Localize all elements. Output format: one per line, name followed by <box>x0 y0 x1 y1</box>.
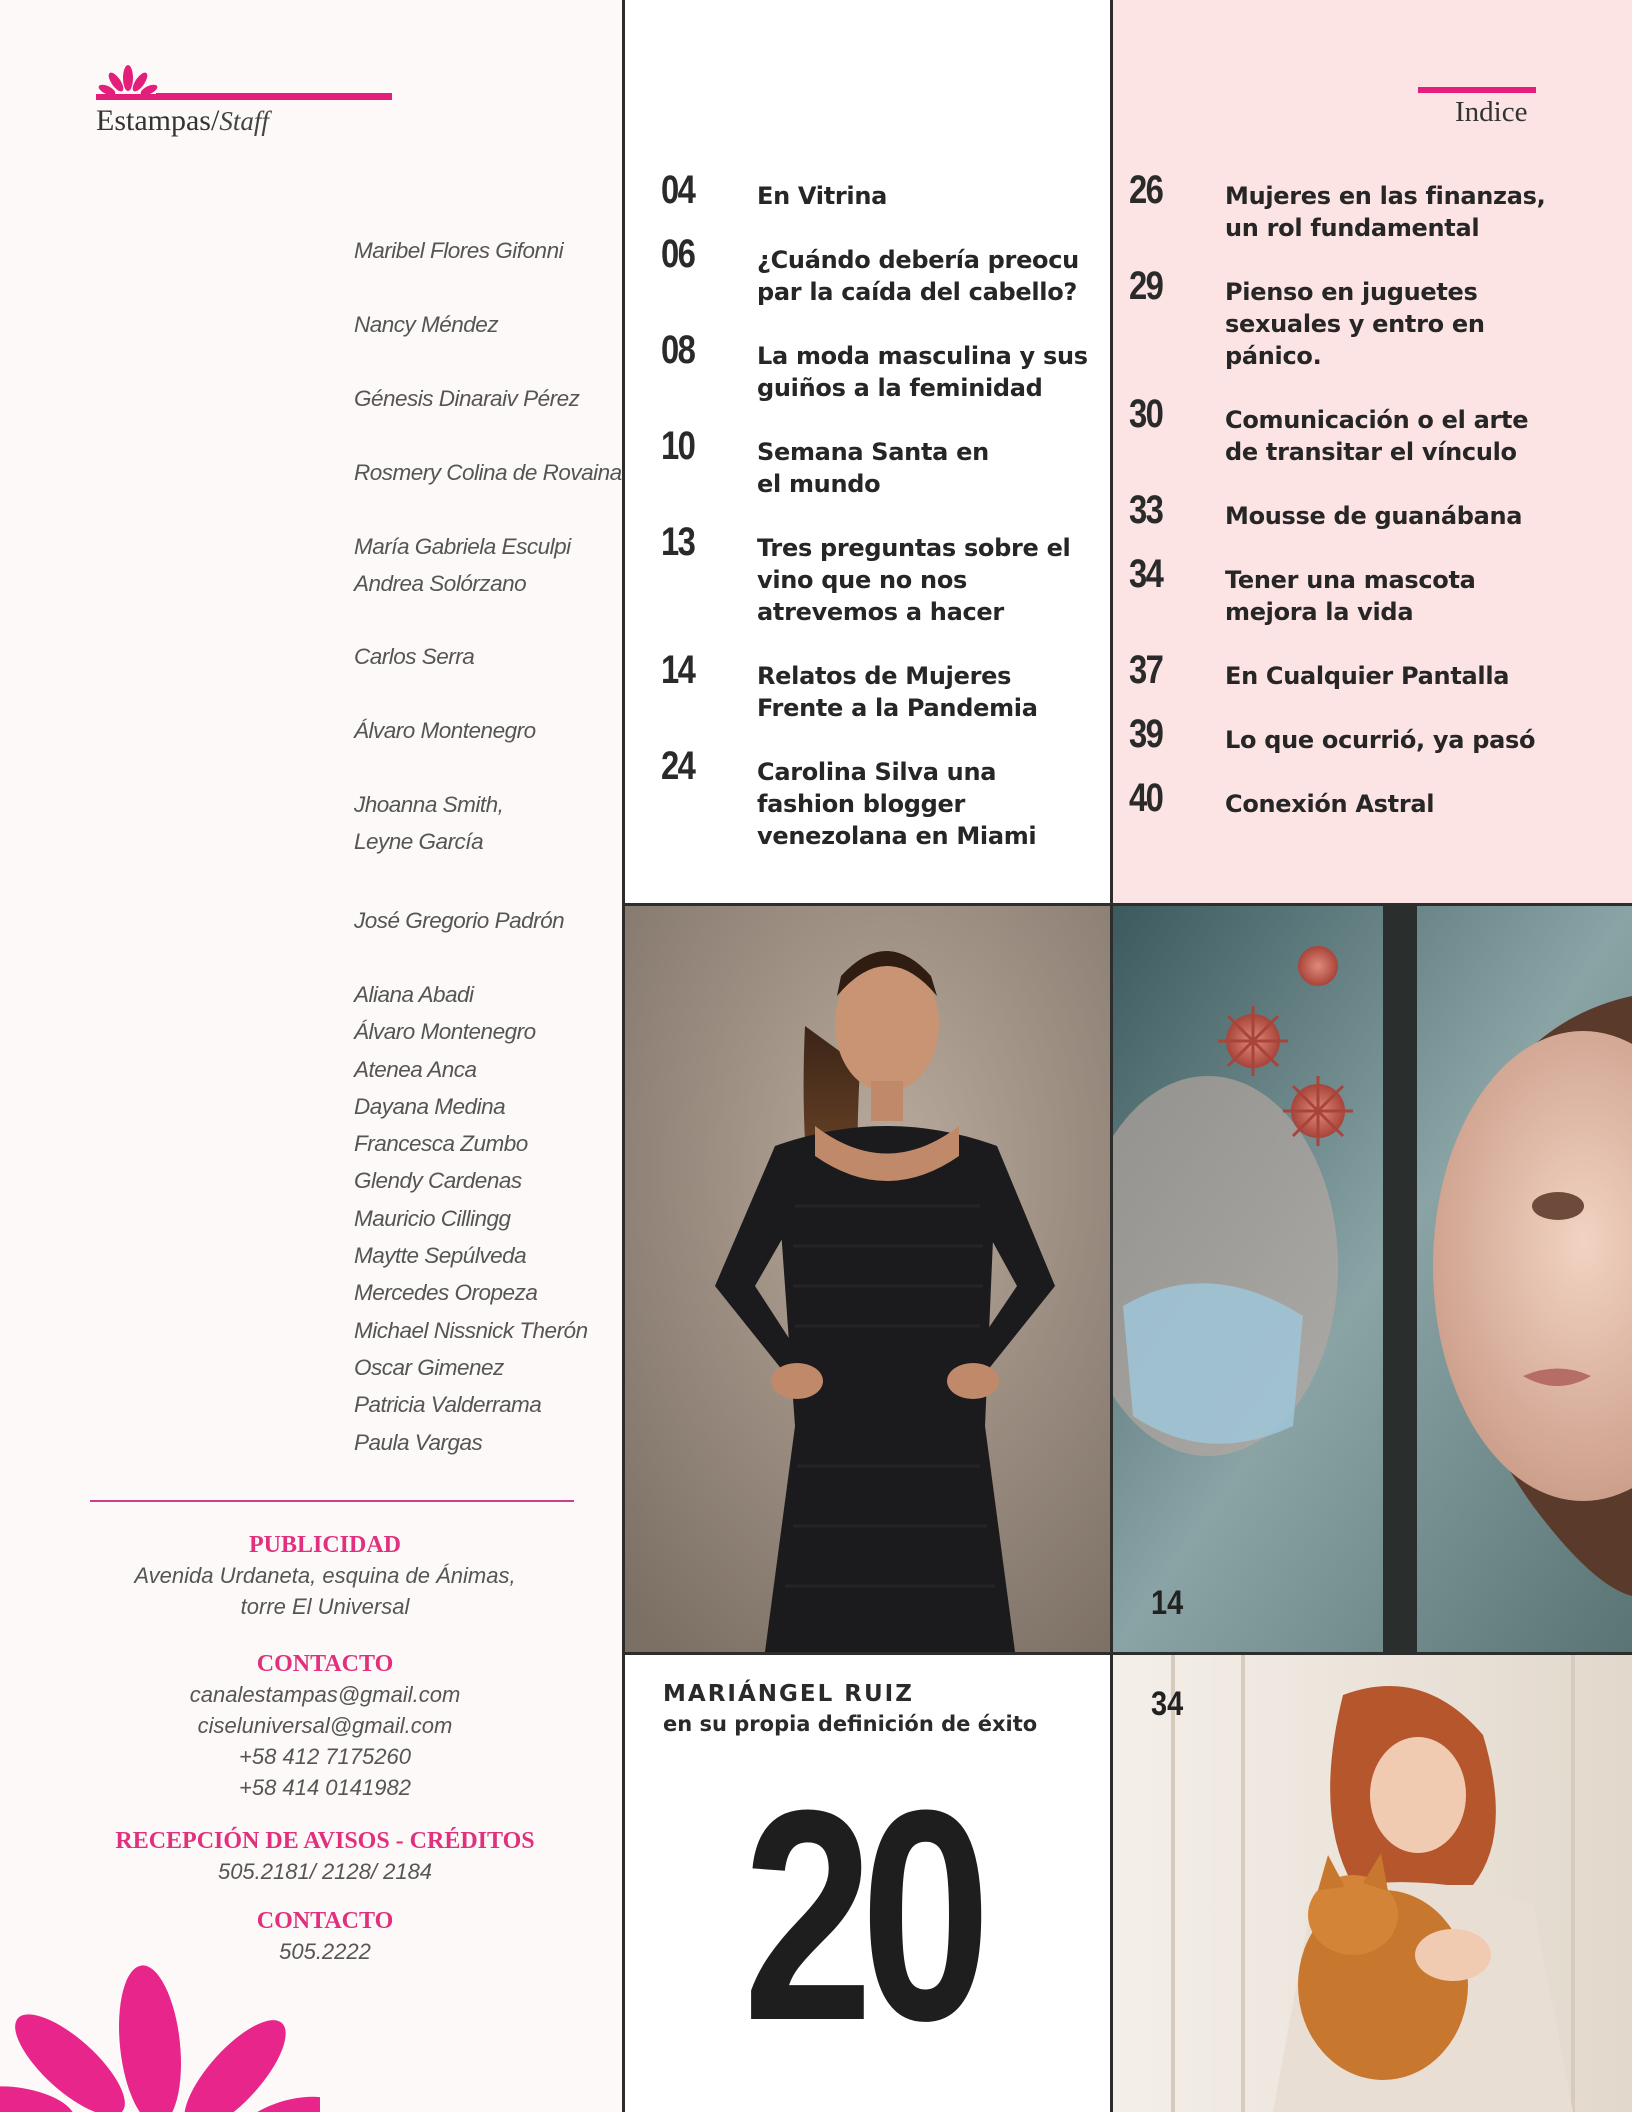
index-title: Indice <box>1455 96 1528 128</box>
index-page-number: 33 <box>1129 488 1163 532</box>
index-page-number: 24 <box>661 744 695 788</box>
staff-names <box>354 533 571 608</box>
indice-accent-bar <box>1418 87 1536 93</box>
index-page-number: 37 <box>1129 648 1163 692</box>
staff-name: María Gabriela Esculpi <box>354 534 571 559</box>
staff-names <box>354 459 622 496</box>
staff-name: Francesca Zumbo <box>354 1131 528 1157</box>
index-title-line: sexuales y entro en <box>1225 310 1485 338</box>
index-title-text <box>757 340 1088 404</box>
flower-logo-icon <box>96 62 160 102</box>
index-title-text <box>1225 500 1522 532</box>
index-page-number: 26 <box>1129 168 1163 212</box>
cover-story-block[interactable] <box>625 1655 1110 2112</box>
index-title-line: ¿Cuándo debería preocu <box>757 246 1079 274</box>
staff-name: Mercedes Oropeza <box>354 1280 538 1306</box>
publicidad-line: torre El Universal <box>240 1594 410 1619</box>
page-tag-34: 34 <box>1151 1685 1184 1723</box>
staff-names <box>354 907 564 944</box>
staff-name: Maytte Sepúlveda <box>354 1243 527 1269</box>
staff-divider <box>90 1500 574 1502</box>
staff-column <box>0 0 624 2112</box>
staff-name: Génesis Dinaraiv Pérez <box>354 386 580 411</box>
staff-name: Patricia Valderrama <box>354 1392 542 1418</box>
index-title-line: Lo que ocurrió, ya pasó <box>1225 726 1536 754</box>
phone-number: +58 414 0141982 <box>239 1775 411 1800</box>
staff-name: Atenea Anca <box>354 1056 477 1082</box>
index-title-text <box>757 756 1036 852</box>
index-title-line: vino que no nos <box>757 566 967 594</box>
index-title-line: mejora la vida <box>1225 598 1414 626</box>
cover-story-name: MARIÁNGEL RUIZ <box>663 1681 914 1707</box>
recepcion-block <box>0 1826 624 1887</box>
staff-names <box>354 237 563 274</box>
staff-names <box>354 791 503 866</box>
index-title-text <box>1225 724 1535 756</box>
index-title-line: En Cualquier Pantalla <box>1225 662 1510 690</box>
staff-name: Nancy Méndez <box>354 312 499 337</box>
index-page-number: 08 <box>661 328 695 372</box>
index-title-line: Pienso en juguetes <box>1225 278 1478 306</box>
publicidad-line: Avenida Urdaneta, esquina de Ánimas, <box>134 1563 516 1588</box>
index-title-line: de transitar el vínculo <box>1225 438 1517 466</box>
section-name: Staff <box>219 106 269 136</box>
contacto2-line: 505.2222 <box>279 1939 371 1964</box>
index-title-text <box>1225 788 1434 820</box>
index-title-line: Tres preguntas sobre el <box>757 534 1071 562</box>
index-title-text <box>757 532 1070 628</box>
column-divider <box>622 0 625 2112</box>
publicidad-block <box>0 1530 624 1622</box>
index-title-text <box>1225 564 1476 628</box>
email-link[interactable]: ciseluniversal@gmail.com <box>197 1713 453 1738</box>
index-title-line: Frente a la Pandemia <box>757 694 1038 722</box>
staff-name: Andrea Solórzano <box>354 571 527 597</box>
email-link[interactable]: canalestampas@gmail.com <box>189 1682 461 1707</box>
index-title-text <box>757 436 989 500</box>
staff-names <box>354 981 588 1466</box>
staff-name: Maribel Flores Gifonni <box>354 238 564 263</box>
cover-story-subtitle: en su propia definición de éxito <box>663 1712 1038 1736</box>
index-page-number: 06 <box>661 232 695 276</box>
staff-names <box>354 311 498 348</box>
contacto-block <box>0 1649 624 1803</box>
index-title-line: Comunicación o el arte <box>1225 406 1529 434</box>
staff-name: Mauricio Cillingg <box>354 1205 511 1231</box>
contacto-heading: CONTACTO <box>256 1651 394 1677</box>
staff-name: José Gregorio Padrón <box>354 908 565 933</box>
index-title-line: Relatos de Mujeres <box>757 662 1012 690</box>
index-page-number: 30 <box>1129 392 1163 436</box>
staff-names <box>354 385 579 422</box>
index-title-line: Tener una mascota <box>1225 566 1476 594</box>
staff-name: Carlos Serra <box>354 644 475 669</box>
index-title-line: Carolina Silva una <box>757 758 997 786</box>
staff-name: Rosmery Colina de Rovaina <box>354 460 622 485</box>
index-page-number: 34 <box>1129 552 1163 596</box>
staff-name: Álvaro Montenegro <box>354 718 536 743</box>
cover-photo-mariangel <box>625 906 1110 1652</box>
row-divider <box>622 903 1632 906</box>
index-page-number: 04 <box>661 168 695 212</box>
index-title-text <box>1225 660 1509 692</box>
cover-story-page-number: 20 <box>743 1747 979 2083</box>
staff-name: Jhoanna Smith, <box>354 792 504 817</box>
index-title-line: un rol fundamental <box>1225 214 1480 242</box>
index-title-line: atrevemos a hacer <box>757 598 1004 626</box>
staff-name: Álvaro Montenegro <box>354 1019 536 1045</box>
index-page-number: 40 <box>1129 776 1163 820</box>
column-divider <box>1110 0 1113 2112</box>
recepcion-line: 505.2181/ 2128/ 2184 <box>217 1859 433 1884</box>
staff-name: Glendy Cardenas <box>354 1168 522 1194</box>
contacto2-heading: CONTACTO <box>256 1908 394 1934</box>
brand-name: Estampas <box>96 104 211 137</box>
section-header <box>96 104 269 138</box>
staff-name: Paula Vargas <box>354 1429 483 1455</box>
brand-separator: / <box>210 104 220 137</box>
staff-name: Oscar Gimenez <box>354 1354 504 1380</box>
recepcion-heading: RECEPCIÓN DE AVISOS - CRÉDITOS <box>115 1828 535 1854</box>
staff-names <box>354 717 536 754</box>
staff-names <box>354 643 474 680</box>
index-title-line: el mundo <box>757 470 881 498</box>
pandemic-photo <box>1113 906 1632 1652</box>
index-page-number: 39 <box>1129 712 1163 756</box>
index-title-text <box>1225 276 1485 372</box>
index-title-line: Mujeres en las finanzas, <box>1225 182 1546 210</box>
row-divider <box>622 1652 1632 1655</box>
index-title-line: Semana Santa en <box>757 438 989 466</box>
index-page-number: 29 <box>1129 264 1163 308</box>
staff-name: Dayana Medina <box>354 1093 506 1119</box>
index-title-line: Mousse de guanábana <box>1225 502 1523 530</box>
staff-name: Aliana Abadi <box>354 982 474 1007</box>
index-title-line: La moda masculina y sus <box>757 342 1088 370</box>
index-title-text <box>757 180 887 212</box>
index-title-line: venezolana en Miami <box>757 822 1037 850</box>
pet-photo <box>1113 1655 1632 2112</box>
staff-name: Leyne García <box>354 829 484 855</box>
index-title-line: fashion blogger <box>757 790 966 818</box>
index-title-line: pánico. <box>1225 342 1322 370</box>
index-title-line: En Vitrina <box>757 182 888 210</box>
index-title-text <box>1225 180 1545 244</box>
phone-number: +58 412 7175260 <box>239 1744 411 1769</box>
index-title-line: guiños a la feminidad <box>757 374 1043 402</box>
logo-accent-bar <box>156 93 392 100</box>
index-title-text <box>1225 404 1528 468</box>
staff-name: Michael Nissnick Therón <box>354 1317 588 1343</box>
flower-decoration-icon <box>0 1950 320 2112</box>
page-tag-14: 14 <box>1151 1584 1184 1622</box>
index-page-number: 14 <box>661 648 695 692</box>
index-title-line: par la caída del cabello? <box>757 278 1078 306</box>
index-page-number: 10 <box>661 424 695 468</box>
index-title-text <box>757 244 1079 308</box>
publicidad-heading: PUBLICIDAD <box>248 1532 401 1558</box>
index-page-number: 13 <box>661 520 695 564</box>
index-title-text <box>757 660 1038 724</box>
estampas-logo <box>96 62 356 142</box>
index-title-line: Conexión Astral <box>1225 790 1435 818</box>
